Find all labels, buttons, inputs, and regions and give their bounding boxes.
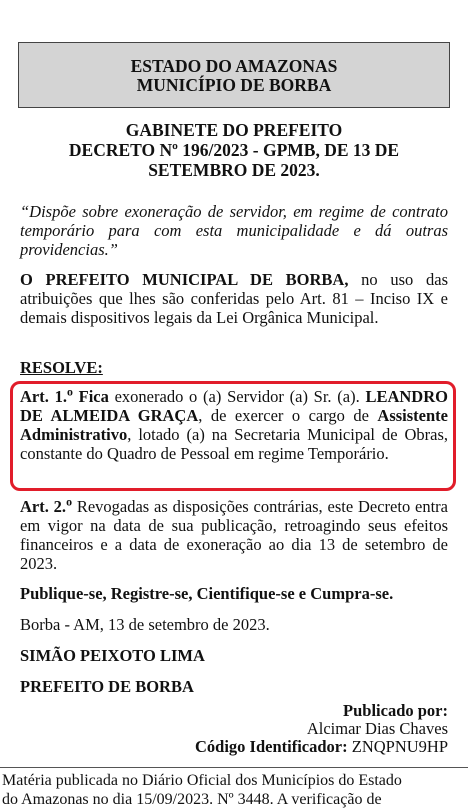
servant-role: Assistente Administrativo [20,406,448,444]
epigraph: “Dispõe sobre exoneração de servidor, em regime de contrato temporário para com esta municipalidade e dá outras providencias.” [20,202,448,259]
signer-title: PREFEITO DE BORBA [20,677,194,696]
code-label: Código Identificador: [194,737,348,756]
footer-line-1: Matéria publicada no Diário Oficial dos Municípios do Estado [2,772,402,789]
footer-divider [0,767,468,768]
art1-text2: , de exercer o cargo de [198,406,378,425]
footer-line-2: do Amazonas no dia 15/09/2023. Nº 3448. A verificação de [2,791,382,808]
preamble-text: no uso das atribuições que lhes são conferidas pelo Art. 81 – Inciso IX e demais dispositivos legais da Lei Orgânica Municipal. [20,270,449,327]
servant-name: LEANDRO DE ALMEIDA GRAÇA [20,387,448,425]
art2-ordinal: o [66,494,72,509]
publish-clause: Publique-se, Registre-se, Cientifique-se e Cumpra-se. [20,584,394,603]
preamble [20,270,448,327]
municipality-name: MUNICÍPIO DE BORBA [136,75,332,95]
place-date: Borba - AM, 13 de setembro de 2023. [20,615,270,634]
state-header [18,42,450,108]
footer-note [2,771,468,809]
art1-verb: Fica [72,387,109,406]
published-by-label: Publicado por: [343,701,448,720]
art2-text: Revogadas as disposições contrárias, este Decreto entra em vigor na data de sua publicação, retroagindo seus efeitos financeiros e a data de exoneração ao dia 13 de setembro de 2023. [20,497,448,573]
identifier-code: ZNQPNU9HP [347,737,448,756]
art1-ordinal: o [66,384,73,399]
decree-number: DECRETO Nº 196/2023 - GPMB, DE 13 DE [68,140,400,160]
publication-info [148,702,448,756]
article-2 [20,494,448,573]
art1-label: Art. 1. [20,387,67,406]
office-name: GABINETE DO PREFEITO [125,120,343,140]
decree-title [18,120,450,180]
decree-date: SETEMBRO DE 2023. [148,160,320,180]
preamble-lead: O PREFEITO MUNICIPAL DE BORBA, [20,270,349,289]
resolve-heading: RESOLVE: [20,358,103,377]
art1-text3: , lotado (a) na Secretaria Municipal de Obras, constante do Quadro de Pessoal em regime Temporário. [20,425,448,463]
article-1 [20,384,448,463]
state-name: ESTADO DO AMAZONAS [130,56,338,76]
signer-name: SIMÃO PEIXOTO LIMA [20,646,205,665]
art1-text1: exonerado o (a) Servidor (a) Sr. (a). [108,387,366,406]
publisher-name: Alcimar Dias Chaves [306,719,448,738]
art2-label: Art. 2. [20,497,67,516]
